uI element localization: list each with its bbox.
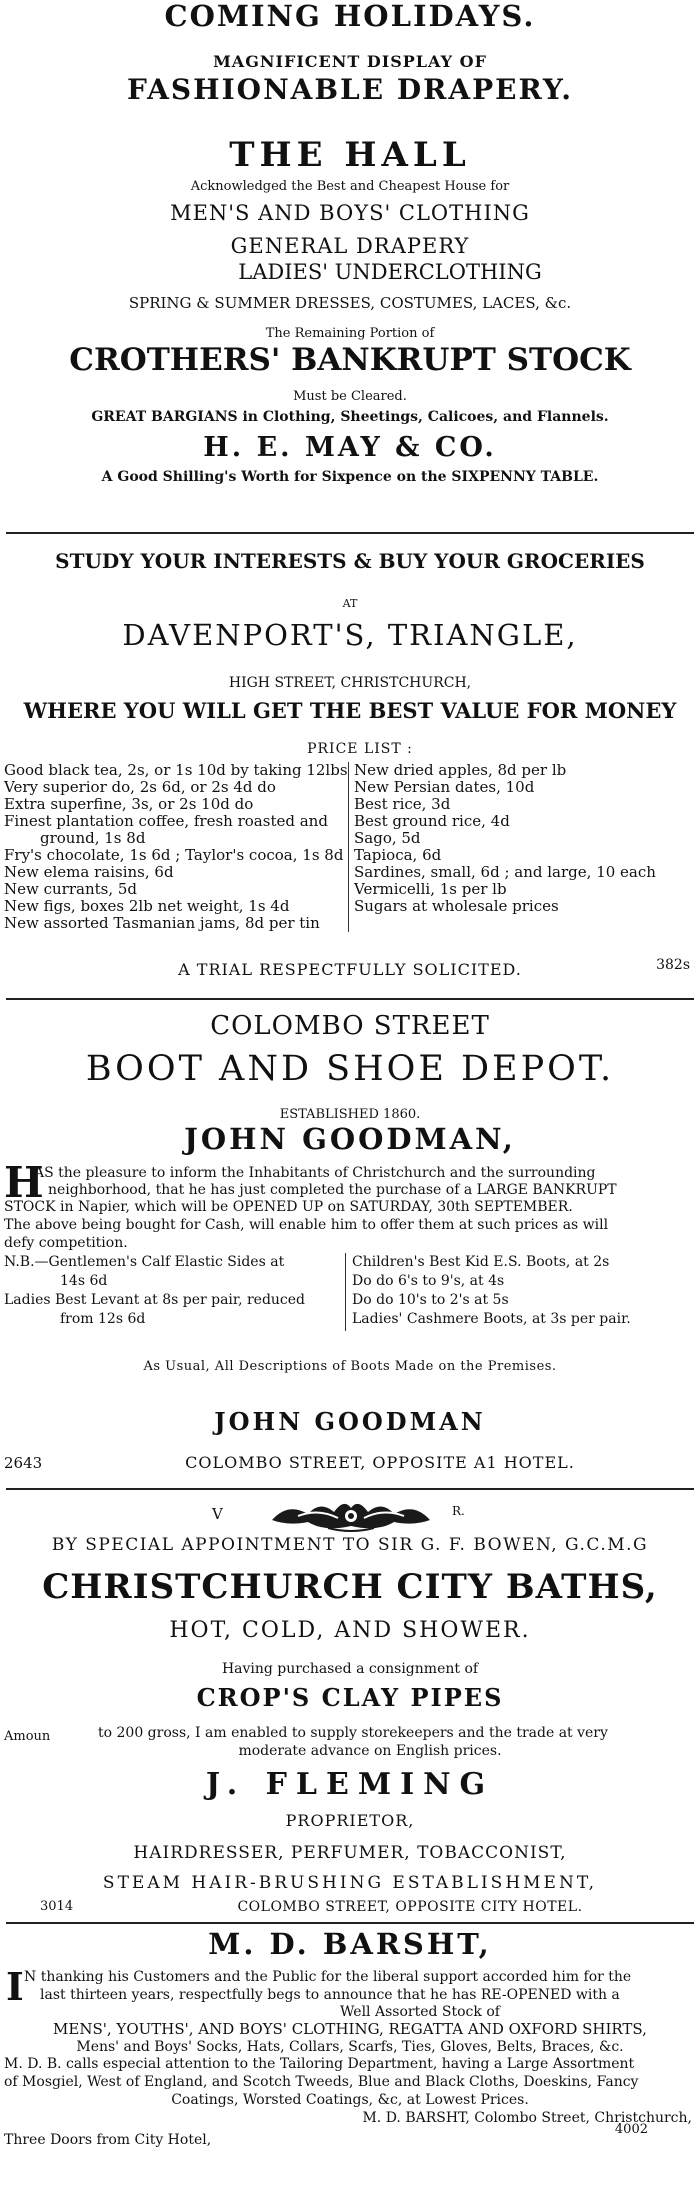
hall-remaining-portion: The Remaining Portion of [265,326,435,341]
hall-mens-boys-clothing: MEN'S AND BOYS' CLOTHING [170,201,530,225]
barsht-paragraph-line: Mens' and Boys' Socks, Hats, Collars, Scarfs, Ties, Gloves, Belts, Braces, &c. [76,2039,624,2055]
goodman-john-goodman-heading: JOHN GOODMAN, [184,1122,516,1156]
list-item: Do do 10's to 2's at 5s [352,1292,509,1308]
davenport-price-list-right [354,762,656,915]
list-item: ground, 1s 8d [40,829,146,847]
goodman-paragraph-line: defy competition. [4,1235,128,1251]
list-item: from 12s 6d [60,1311,146,1327]
hall-acknowledged: Acknowledged the Best and Cheapest House for [190,179,510,194]
fleming-hot-cold-shower: HOT, COLD, AND SHOWER. [169,1618,531,1643]
divider-rule [6,1922,694,1924]
davenport-ref-number: 382s [656,957,690,973]
goodman-established: ESTABLISHED 1860. [279,1107,421,1122]
divider-rule [6,1488,694,1490]
hall-magnificent-display: MAGNIFICENT DISPLAY OF [213,52,487,71]
barsht-title: M. D. BARSHT, [208,1927,492,1961]
davenport-at: AT [342,597,358,610]
barsht-paragraph-line: N thanking his Customers and the Public for the liberal support accorded him for the [24,1969,632,1985]
davenport-trial: A TRIAL RESPECTFULLY SOLICITED. [178,960,522,979]
list-item: Sugars at wholesale prices [354,897,559,915]
hall-the-hall: THE HALL [229,135,471,175]
list-item: Extra superfine, 3s, or 2s 10d do [4,795,254,813]
goodman-paragraph-line: The above being bought for Cash, will enable him to offer them at such prices as will [4,1217,609,1233]
column-divider [348,762,349,932]
barsht-signature: M. D. BARSHT, Colombo Street, Christchurch, [362,2110,692,2126]
fleming-address: COLOMBO STREET, OPPOSITE CITY HOTEL. [237,1899,583,1915]
davenport-best-value: WHERE YOU WILL GET THE BEST VALUE FOR MONEY [23,698,677,723]
list-item: New elema raisins, 6d [4,863,174,881]
list-item: Best ground rice, 4d [354,812,510,830]
fleming-city-baths: CHRISTCHURCH CITY BATHS, [42,1567,658,1607]
list-item: Sardines, small, 6d ; and large, 10 each [354,863,656,881]
hall-crothers-bankrupt: CROTHERS' BANKRUPT STOCK [69,342,631,378]
barsht-paragraph-line: last thirteen years, respectfully begs to announce that he has RE-OPENED with a [40,1987,620,2003]
goodman-boot-shoe-depot: BOOT AND SHOE DEPOT. [85,1049,615,1089]
hall-great-bargians: GREAT BARGIANS in Clothing, Sheetings, Calicoes, and Flannels. [91,409,609,425]
hall-ladies-underclothing: LADIES' UNDERCLOTHING [238,260,542,284]
barsht-drop-cap: I [6,1964,24,2009]
list-item: N.B.—Gentlemen's Calf Elastic Sides at [4,1254,285,1270]
list-item: Ladies' Cashmere Boots, at 3s per pair. [352,1311,631,1327]
hall-he-may: H. E. MAY & CO. [203,432,497,463]
goodman-paragraph-line: STOCK in Napier, which will be OPENED UP on SATURDAY, 30th SEPTEMBER. [4,1199,573,1215]
list-item: New assorted Tasmanian jams, 8d per tin [4,914,320,932]
davenport-price-list: PRICE LIST : [307,741,413,757]
davenport-price-list-left [4,762,348,932]
barsht-paragraph-line: Coatings, Worsted Coatings, &c, at Lowest Prices. [171,2092,529,2108]
list-item: Vermicelli, 1s per lb [354,880,507,898]
list-item: Ladies Best Levant at 8s per pair, reduced [4,1292,306,1308]
royal-cipher-v: V [212,1505,223,1523]
list-item: Do do 6's to 9's, at 4s [352,1273,505,1289]
fleming-ref-number: 3014 [40,1899,74,1914]
royal-cipher-r: R. [452,1504,465,1518]
goodman-colombo-street: COLOMBO STREET [210,1011,490,1041]
list-item: New dried apples, 8d per lb [354,761,567,779]
goodman-list-left [4,1253,305,1329]
goodman-drop-cap: H [4,1158,44,1207]
fleming-having-purchased: Having purchased a consignment of [221,1661,479,1677]
barsht-three-doors: Three Doors from City Hotel, [4,2132,212,2148]
barsht-paragraph-line: MENS', YOUTHS', AND BOYS' CLOTHING, REGATTA AND OXFORD SHIRTS, [53,2020,647,2038]
hall-general-drapery: GENERAL DRAPERY [230,234,470,258]
fleming-name: J. FLEMING [205,1767,495,1802]
list-item: Sago, 5d [354,829,421,847]
goodman-ref-number: 2643 [4,1454,43,1472]
fleming-special-appointment: BY SPECIAL APPOINTMENT TO SIR G. F. BOWEN, G.C.M.G [51,1535,649,1555]
fleming-hairdresser: HAIRDRESSER, PERFUMER, TOBACCONIST, [133,1843,567,1863]
fleming-crops-clay-pipes: CROP'S CLAY PIPES [196,1683,504,1712]
list-item: 14s 6d [60,1273,108,1289]
goodman-list-right [352,1253,631,1329]
goodman-name-footer: JOHN GOODMAN [214,1407,486,1436]
fleming-proprietor: PROPRIETOR, [285,1811,415,1830]
column-divider [345,1253,346,1331]
goodman-paragraph-line: neighborhood, that he has just completed the purchase of a LARGE BANKRUPT [48,1182,617,1198]
divider-rule [6,532,694,534]
list-item: New figs, boxes 2lb net weight, 1s 4d [4,897,290,915]
hall-spring-summer: SPRING & SUMMER DRESSES, COSTUMES, LACES, &c. [128,294,572,312]
barsht-paragraph-line: Well Assorted Stock of [340,2004,500,2020]
davenport-high-street: HIGH STREET, CHRISTCHURCH, [228,675,472,691]
royal-crest-icon [268,1496,434,1534]
hall-coming-holidays: COMING HOLIDAYS. [164,0,536,33]
fleming-amount-fragment: Amoun [4,1729,51,1744]
list-item: Best rice, 3d [354,795,451,813]
list-item: Fry's chocolate, 1s 6d ; Taylor's cocoa, 1s 8d [4,846,344,864]
barsht-ref-number: 4002 [614,2122,648,2137]
list-item: New Persian dates, 10d [354,778,535,796]
list-item: Finest plantation coffee, fresh roasted and [4,812,328,830]
fleming-steam-hair-brushing: STEAM HAIR-BRUSHING ESTABLISHMENT, [102,1873,598,1893]
goodman-address: COLOMBO STREET, OPPOSITE A1 HOTEL. [185,1453,575,1472]
list-item: Children's Best Kid E.S. Boots, at 2s [352,1254,610,1270]
goodman-paragraph-line: AS the pleasure to inform the Inhabitants of Christchurch and the surrounding [34,1165,596,1181]
list-item: Tapioca, 6d [354,846,442,864]
hall-good-shilling: A Good Shilling's Worth for Sixpence on the SIXPENNY TABLE. [101,469,599,485]
fleming-paragraph-line: to 200 gross, I am enabled to supply storekeepers and the trade at very [98,1725,608,1741]
list-item: Very superior do, 2s 6d, or 2s 4d do [4,778,276,796]
hall-fashionable-drapery: FASHIONABLE DRAPERY. [126,73,574,106]
hall-must-be-cleared: Must be Cleared. [293,389,407,404]
davenport-study-interests: STUDY YOUR INTERESTS & BUY YOUR GROCERIES [55,549,645,573]
list-item: Good black tea, 2s, or 1s 10d by taking 12lbs [4,761,348,779]
goodman-as-usual: As Usual, All Descriptions of Boots Made on the Premises. [143,1359,557,1374]
list-item: New currants, 5d [4,880,138,898]
divider-rule [6,998,694,1000]
fleming-paragraph-line: moderate advance on English prices. [238,1743,502,1759]
barsht-paragraph-line: of Mosgiel, West of England, and Scotch Tweeds, Blue and Black Cloths, Doeskins, Fancy [4,2074,639,2090]
barsht-paragraph-line: M. D. B. calls especial attention to the Tailoring Department, having a Large Assortment [4,2056,635,2072]
davenport-name: DAVENPORT'S, TRIANGLE, [122,618,578,652]
